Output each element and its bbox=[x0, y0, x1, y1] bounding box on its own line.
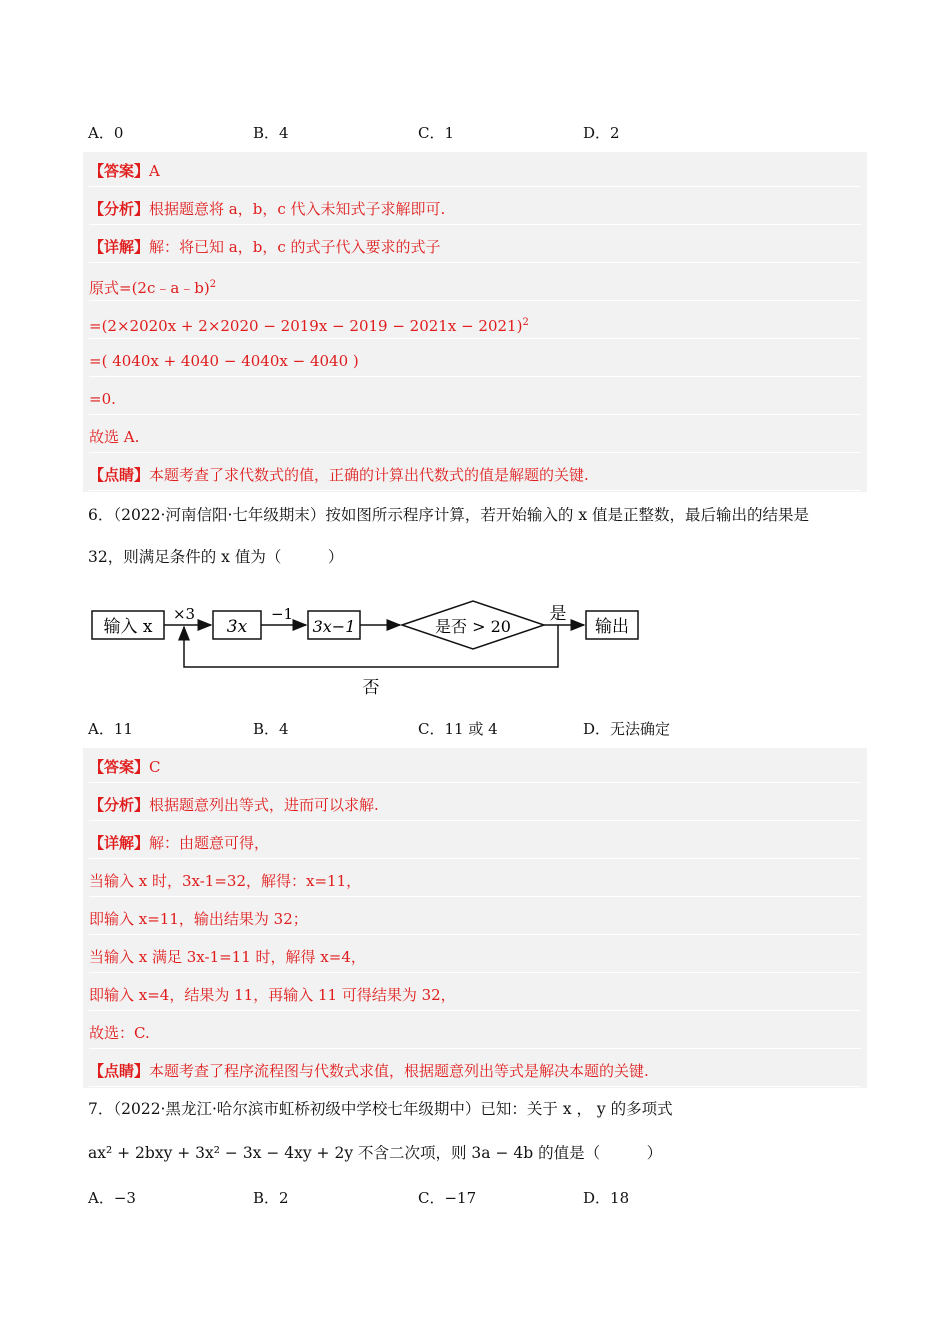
input-label: 输入 x bbox=[103, 617, 153, 637]
detail-tag: 【详解】 bbox=[89, 834, 150, 852]
q6-solution-box bbox=[83, 748, 867, 1088]
step-4-text: 即输入 x=4，结果为 11，再输入 11 可得结果为 32， bbox=[89, 986, 456, 1004]
comment-text: 本题考查了程序流程图与代数式求值，根据题意列出等式是解决本题的关键. bbox=[149, 1062, 649, 1080]
conclusion-text: 故选：C. bbox=[89, 1024, 150, 1042]
option-b: B．4 bbox=[253, 124, 289, 142]
step-3-text: 当输入 x 满足 3x-1=11 时，解得 x=4， bbox=[89, 948, 366, 966]
option-d: D．2 bbox=[583, 124, 620, 142]
option-a: A．0 bbox=[88, 124, 124, 142]
step-2-text: =(2×2020x + 2×2020 − 2019x − 2019 − 2021x − 2021) bbox=[89, 317, 523, 335]
step-1 bbox=[89, 866, 861, 897]
box-3x-minus-1-label: 3x−1 bbox=[312, 617, 356, 636]
analysis-tag: 【分析】 bbox=[89, 796, 150, 814]
option-a: A．−3 bbox=[88, 1189, 136, 1207]
step-4 bbox=[89, 980, 861, 1011]
step-1-text: 原式=(2c﹣a﹣b) bbox=[89, 279, 210, 297]
conclusion-text: 故选 A. bbox=[89, 428, 140, 446]
option-a: A．11 bbox=[88, 720, 133, 738]
step-1 bbox=[89, 270, 861, 301]
option-c: C．11 或 4 bbox=[418, 720, 498, 738]
square-exponent: 2 bbox=[522, 317, 529, 328]
option-c: C．1 bbox=[418, 124, 455, 142]
step-1-text: 当输入 x 时，3x-1=32，解得：x=11， bbox=[89, 872, 362, 890]
detail-line bbox=[89, 232, 861, 263]
answer-line bbox=[89, 156, 861, 187]
minus1-label: −1 bbox=[270, 605, 294, 623]
q5-options bbox=[88, 122, 868, 146]
option-b: B．2 bbox=[253, 1189, 289, 1207]
answer-line bbox=[89, 752, 861, 783]
square-exponent: 2 bbox=[209, 279, 217, 290]
step-3-text: =( 4040x + 4040 − 4040x − 4040 ) bbox=[89, 352, 359, 370]
comment-text: 本题考查了求代数式的值，正确的计算出代数式的值是解题的关键. bbox=[149, 466, 589, 484]
step-2 bbox=[89, 904, 861, 935]
q6-line-2: 32，则满足条件的 x 值为（ ） bbox=[88, 548, 344, 566]
comment-line bbox=[89, 460, 861, 491]
detail-line bbox=[89, 828, 861, 859]
output-label: 输出 bbox=[595, 617, 629, 637]
answer-tag: 【答案】 bbox=[89, 758, 150, 776]
detail-tag: 【详解】 bbox=[89, 238, 150, 256]
conclusion-line bbox=[89, 422, 861, 453]
answer-value: C bbox=[149, 758, 161, 776]
analysis-line bbox=[89, 790, 861, 821]
q7-line-1: 7．（2022·黑龙江·哈尔滨市虹桥初级中学校七年级期中）已知：关于 x ， y 的多项式 bbox=[88, 1100, 673, 1118]
analysis-line bbox=[89, 194, 861, 225]
q7-options bbox=[88, 1187, 868, 1211]
answer-tag: 【答案】 bbox=[89, 162, 150, 180]
q6-options bbox=[88, 718, 868, 742]
option-d: D．18 bbox=[583, 1189, 630, 1207]
yes-label: 是 bbox=[549, 604, 567, 624]
step-4-text: =0. bbox=[89, 390, 116, 408]
q7-line-2: ax² + 2bxy + 3x² − 3x − 4xy + 2y 不含二次项，则 3a − 4b 的值是（ ） bbox=[88, 1144, 663, 1162]
option-b: B．4 bbox=[253, 720, 289, 738]
step-2-text: 即输入 x=11，输出结果为 32； bbox=[89, 910, 308, 928]
box-3x-label: 3x bbox=[226, 617, 248, 637]
comment-tag: 【点睛】 bbox=[89, 466, 150, 484]
analysis-tag: 【分析】 bbox=[89, 200, 150, 218]
conclusion-line bbox=[89, 1018, 861, 1049]
step-4 bbox=[89, 384, 861, 415]
no-label: 否 bbox=[362, 678, 380, 698]
times3-label: ×3 bbox=[172, 605, 196, 623]
answer-value: A bbox=[149, 162, 160, 180]
option-d: D．无法确定 bbox=[583, 720, 671, 738]
option-c: C．−17 bbox=[418, 1189, 477, 1207]
detail-text: 解：由题意可得， bbox=[149, 834, 270, 852]
q6-line-1: 6．（2022·河南信阳·七年级期末）按如图所示程序计算，若开始输入的 x 值是正整数，最后输出的结果是 bbox=[88, 506, 810, 524]
analysis-text: 根据题意列出等式，进而可以求解. bbox=[149, 796, 379, 814]
step-2 bbox=[89, 308, 861, 339]
program-flowchart bbox=[88, 595, 648, 705]
comment-tag: 【点睛】 bbox=[89, 1062, 150, 1080]
condition-label: 是否 > 20 bbox=[435, 617, 511, 636]
step-3 bbox=[89, 346, 861, 377]
comment-line bbox=[89, 1056, 861, 1087]
analysis-text: 根据题意将 a，b，c 代入未知式子求解即可. bbox=[149, 200, 446, 218]
detail-text: 解：将已知 a，b，c 的式子代入要求的式子 bbox=[149, 238, 441, 256]
step-3 bbox=[89, 942, 861, 973]
q5-solution-box bbox=[83, 152, 867, 492]
